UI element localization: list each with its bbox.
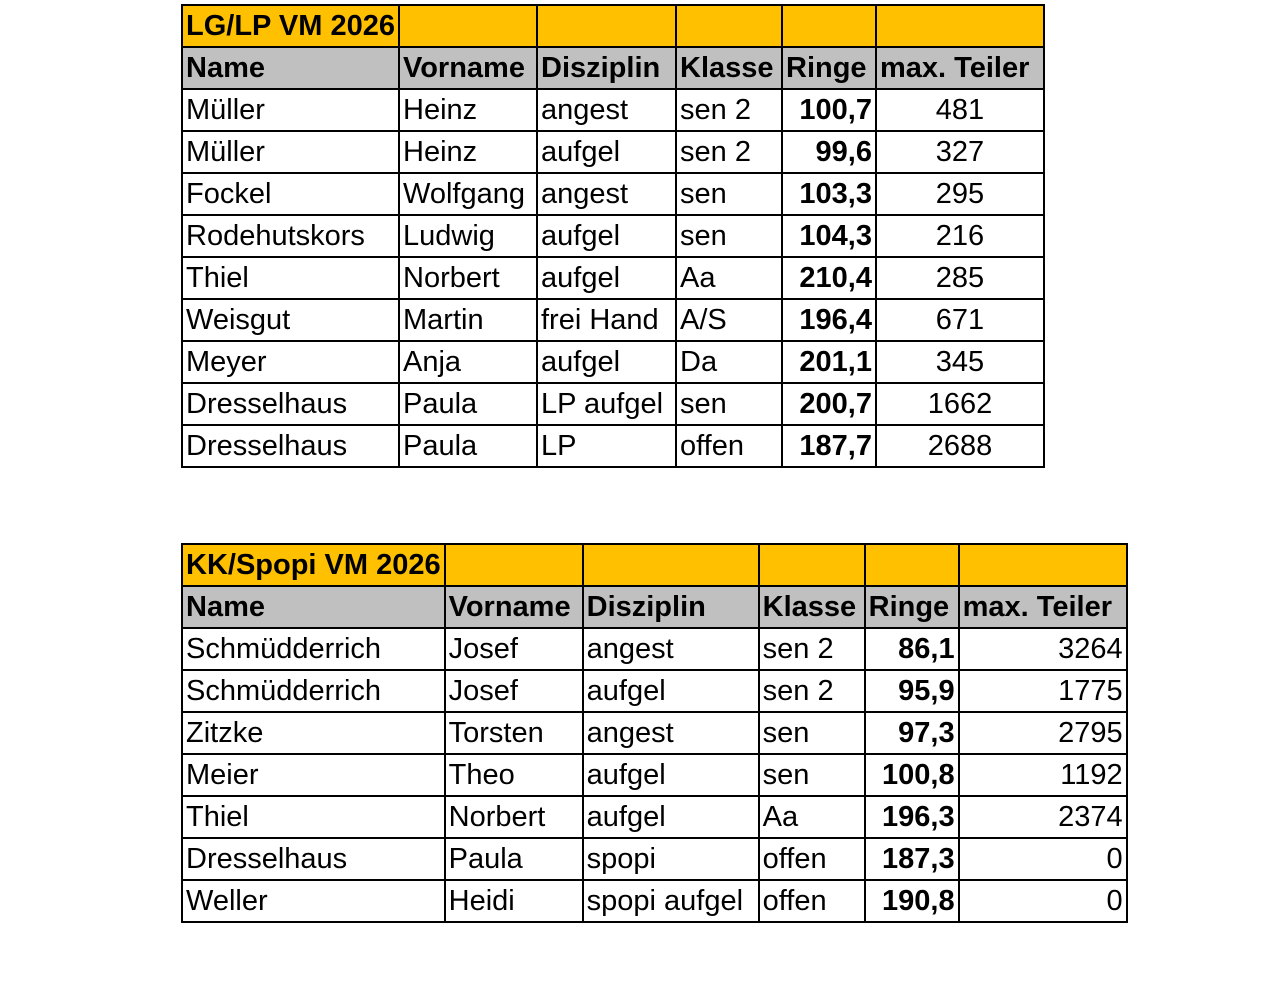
cell-klasse: sen: [759, 712, 865, 754]
cell-name: Thiel: [182, 796, 445, 838]
cell-max-teiler: 1775: [959, 670, 1127, 712]
lg-table-body: [182, 5, 1044, 467]
cell-disziplin: angest: [537, 173, 676, 215]
cell-ringe: 190,8: [865, 880, 959, 922]
table-row: [182, 754, 1127, 796]
cell-max-teiler: 0: [959, 880, 1127, 922]
cell-klasse: sen: [759, 754, 865, 796]
cell-klasse: Aa: [759, 796, 865, 838]
cell-disziplin: aufgel: [583, 796, 759, 838]
cell-ringe: 95,9: [865, 670, 959, 712]
table-row: [182, 341, 1044, 383]
cell-name: Dresselhaus: [182, 838, 445, 880]
cell-ringe: 200,7: [782, 383, 876, 425]
cell-name: Meier: [182, 754, 445, 796]
table-title-row: [182, 5, 1044, 47]
column-header-max-teiler: max. Teiler: [876, 47, 1044, 89]
cell-name: Thiel: [182, 257, 399, 299]
cell-name: Müller: [182, 131, 399, 173]
cell-disziplin: angest: [537, 89, 676, 131]
table-row: [182, 425, 1044, 467]
column-header-ringe: Ringe: [782, 47, 876, 89]
cell-max-teiler: 1662: [876, 383, 1044, 425]
column-header-disziplin: Disziplin: [583, 586, 759, 628]
table-row: [182, 383, 1044, 425]
table-row: [182, 173, 1044, 215]
column-header-disziplin: Disziplin: [537, 47, 676, 89]
cell-vorname: Anja: [399, 341, 537, 383]
cell-name: Schmüdderrich: [182, 628, 445, 670]
cell-ringe: 187,7: [782, 425, 876, 467]
kk-table-body: [182, 544, 1127, 922]
cell-klasse: sen: [676, 383, 782, 425]
column-header-vorname: Vorname: [445, 586, 583, 628]
cell-ringe: 196,4: [782, 299, 876, 341]
column-header-name: Name: [182, 47, 399, 89]
cell-disziplin: aufgel: [583, 754, 759, 796]
table-row: [182, 215, 1044, 257]
cell-vorname: Wolfgang: [399, 173, 537, 215]
column-header-klasse: Klasse: [759, 586, 865, 628]
cell-vorname: Josef: [445, 628, 583, 670]
column-header-ringe: Ringe: [865, 586, 959, 628]
cell-klasse: sen 2: [759, 628, 865, 670]
cell-max-teiler: 0: [959, 838, 1127, 880]
cell-max-teiler: 671: [876, 299, 1044, 341]
table-row: [182, 89, 1044, 131]
cell-name: Weller: [182, 880, 445, 922]
table-header-row: [182, 586, 1127, 628]
cell-klasse: offen: [676, 425, 782, 467]
cell-klasse: sen: [676, 215, 782, 257]
cell-klasse: sen: [676, 173, 782, 215]
cell-ringe: 99,6: [782, 131, 876, 173]
cell-max-teiler: 3264: [959, 628, 1127, 670]
cell-disziplin: aufgel: [537, 257, 676, 299]
cell-disziplin: aufgel: [537, 131, 676, 173]
cell-vorname: Torsten: [445, 712, 583, 754]
cell-ringe: 100,8: [865, 754, 959, 796]
cell-disziplin: angest: [583, 712, 759, 754]
table-header-row: [182, 47, 1044, 89]
cell-max-teiler: 216: [876, 215, 1044, 257]
cell-disziplin: aufgel: [537, 215, 676, 257]
cell-vorname: Norbert: [445, 796, 583, 838]
cell-disziplin: LP: [537, 425, 676, 467]
cell-vorname: Heidi: [445, 880, 583, 922]
table-row: [182, 299, 1044, 341]
cell-klasse: sen 2: [759, 670, 865, 712]
cell-max-teiler: 2374: [959, 796, 1127, 838]
cell-vorname: Paula: [445, 838, 583, 880]
cell-ringe: 103,3: [782, 173, 876, 215]
table-row: [182, 880, 1127, 922]
table-row: [182, 257, 1044, 299]
cell-name: Meyer: [182, 341, 399, 383]
table-row: [182, 628, 1127, 670]
cell-klasse: sen 2: [676, 89, 782, 131]
cell-max-teiler: 481: [876, 89, 1044, 131]
cell-vorname: Heinz: [399, 89, 537, 131]
cell-name: Müller: [182, 89, 399, 131]
cell-max-teiler: 295: [876, 173, 1044, 215]
kk-spopi-results-table: [181, 543, 1128, 923]
cell-max-teiler: 1192: [959, 754, 1127, 796]
cell-vorname: Heinz: [399, 131, 537, 173]
cell-disziplin: angest: [583, 628, 759, 670]
cell-ringe: 201,1: [782, 341, 876, 383]
table-title-row: [182, 544, 1127, 586]
lg-lp-results-table: [181, 4, 1045, 468]
cell-ringe: 104,3: [782, 215, 876, 257]
cell-name: Dresselhaus: [182, 425, 399, 467]
column-header-vorname: Vorname: [399, 47, 537, 89]
cell-max-teiler: 2688: [876, 425, 1044, 467]
cell-max-teiler: 2795: [959, 712, 1127, 754]
cell-name: Rodehutskors: [182, 215, 399, 257]
cell-klasse: offen: [759, 880, 865, 922]
cell-klasse: Aa: [676, 257, 782, 299]
cell-vorname: Martin: [399, 299, 537, 341]
cell-vorname: Paula: [399, 425, 537, 467]
cell-name: Weisgut: [182, 299, 399, 341]
table-row: [182, 712, 1127, 754]
table-row: [182, 670, 1127, 712]
cell-name: Zitzke: [182, 712, 445, 754]
cell-klasse: Da: [676, 341, 782, 383]
column-header-name: Name: [182, 586, 445, 628]
cell-max-teiler: 327: [876, 131, 1044, 173]
cell-ringe: 196,3: [865, 796, 959, 838]
table-row: [182, 131, 1044, 173]
cell-max-teiler: 345: [876, 341, 1044, 383]
table-row: [182, 838, 1127, 880]
cell-disziplin: aufgel: [537, 341, 676, 383]
cell-name: Fockel: [182, 173, 399, 215]
cell-name: Dresselhaus: [182, 383, 399, 425]
cell-disziplin: spopi aufgel: [583, 880, 759, 922]
cell-vorname: Josef: [445, 670, 583, 712]
cell-ringe: 86,1: [865, 628, 959, 670]
cell-vorname: Theo: [445, 754, 583, 796]
table-title: KK/Spopi VM 2026: [182, 544, 445, 586]
cell-ringe: 100,7: [782, 89, 876, 131]
cell-klasse: offen: [759, 838, 865, 880]
column-header-klasse: Klasse: [676, 47, 782, 89]
cell-vorname: Ludwig: [399, 215, 537, 257]
cell-vorname: Norbert: [399, 257, 537, 299]
cell-ringe: 187,3: [865, 838, 959, 880]
cell-disziplin: frei Hand: [537, 299, 676, 341]
column-header-max-teiler: max. Teiler: [959, 586, 1127, 628]
cell-max-teiler: 285: [876, 257, 1044, 299]
cell-name: Schmüdderrich: [182, 670, 445, 712]
table-row: [182, 796, 1127, 838]
cell-disziplin: spopi: [583, 838, 759, 880]
table-title: LG/LP VM 2026: [182, 5, 399, 47]
cell-klasse: sen 2: [676, 131, 782, 173]
cell-klasse: A/S: [676, 299, 782, 341]
cell-disziplin: aufgel: [583, 670, 759, 712]
cell-ringe: 97,3: [865, 712, 959, 754]
cell-ringe: 210,4: [782, 257, 876, 299]
cell-vorname: Paula: [399, 383, 537, 425]
cell-disziplin: LP aufgel: [537, 383, 676, 425]
